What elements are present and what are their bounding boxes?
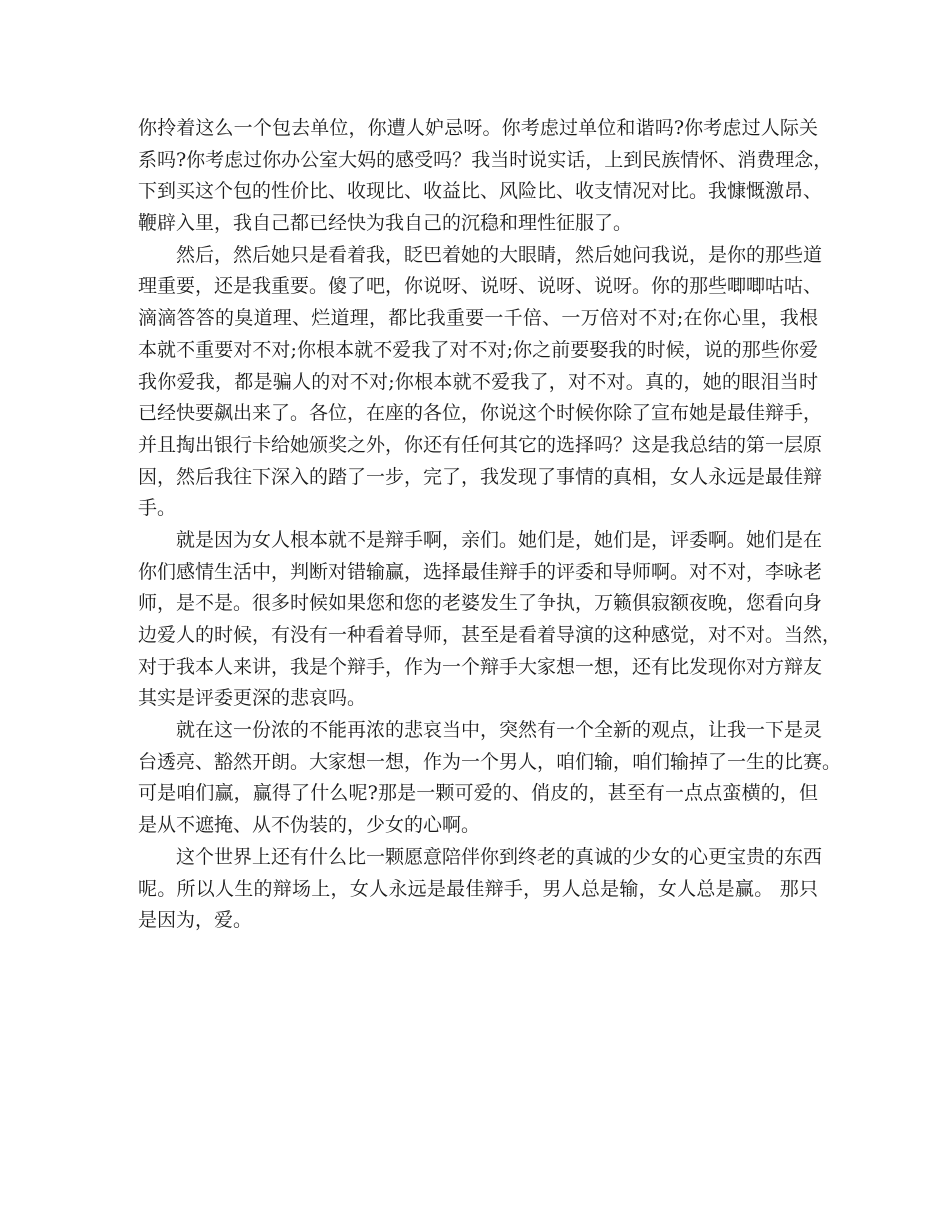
text-line: 已经快要飙出来了。各位，在座的各位，你说这个时候你除了宣布她是最佳辩手，: [138, 402, 823, 425]
text-line: 你拎着这么一个包去单位，你遭人妒忌呀。你考虑过单位和谐吗?你考虑过人际关: [138, 117, 818, 139]
text-line: 滴滴答答的臭道理、烂道理，都比我重要一千倍、一万倍对不对;在你心里，我根: [138, 307, 818, 330]
text-line: 其实是评委更深的悲哀吗。: [138, 687, 367, 710]
text-line: 手。: [138, 497, 177, 520]
document-page: [138, 113, 842, 937]
text-line: 你们感情生活中，判断对错输赢，选择最佳辩手的评委和导师啊。对不对，李咏老: [138, 560, 823, 583]
text-line: 就在这一份浓的不能再浓的悲哀当中，突然有一个全新的观点，让我一下是灵: [176, 719, 823, 742]
text-line: 台透亮、豁然开朗。大家想一想，作为一个男人，咱们输，咱们输掉了一生的比赛。: [138, 750, 842, 773]
text-line: 可是咱们赢，赢得了什么呢?那是一颗可爱的、俏皮的，甚至有一点点蛮横的，但: [138, 782, 818, 805]
text-line: 系吗?你考虑过你办公室大妈的感受吗？我当时说实话，上到民族情怀、消费理念，: [138, 148, 833, 171]
text-line: 鞭辟入里，我自己都已经快为我自己的沉稳和理性征服了。: [138, 212, 633, 235]
text-line: 下到买这个包的性价比、收现比、收益比、风险比、收支情况对比。我慷慨激昂、: [138, 180, 823, 203]
text-line: 理重要，还是我重要。傻了吧，你说呀、说呀、说呀、说呀。你的那些唧唧咕咕、: [138, 275, 823, 298]
text-line: 因，然后我往下深入的踏了一步，完了，我发现了事情的真相，女人永远是最佳辩: [138, 465, 823, 488]
text-line: 是从不遮掩、从不伪装的，少女的心啊。: [138, 814, 481, 837]
text-line: 呢。所以人生的辩场上，女人永远是最佳辩手，男人总是输，女人总是赢。 那只: [138, 877, 818, 900]
text-line: 并且掏出银行卡给她颁奖之外，你还有任何其它的选择吗？这是我总结的第一层原: [138, 433, 823, 456]
text-line: 这个世界上还有什么比一颗愿意陪伴你到终老的真诚的少女的心更宝贵的东西: [176, 845, 823, 868]
text-line: 对于我本人来讲，我是个辩手，作为一个辩手大家想一想，还有比发现你对方辩友: [138, 655, 823, 678]
text-line: 就是因为女人根本就不是辩手啊，亲们。她们是，她们是，评委啊。她们是在: [176, 528, 823, 551]
text-line: 是因为，爱。: [138, 909, 253, 932]
text-line: 我你爱我，都是骗人的对不对;你根本就不爱我了，对不对。真的，她的眼泪当时: [138, 370, 818, 393]
text-line: 然后，然后她只是看着我，眨巴着她的大眼睛，然后她问我说，是你的那些道: [176, 243, 823, 266]
text-line: 师，是不是。很多时候如果您和您的老婆发生了争执，万籁俱寂额夜晚，您看向身: [138, 592, 823, 615]
text-line: 本就不重要对不对;你根本就不爱我了对不对;你之前要娶我的时候，说的那些你爱: [138, 338, 818, 361]
text-line: 边爱人的时候，有没有一种看着导师，甚至是看着导演的这种感觉，对不对。当然，: [138, 624, 842, 646]
